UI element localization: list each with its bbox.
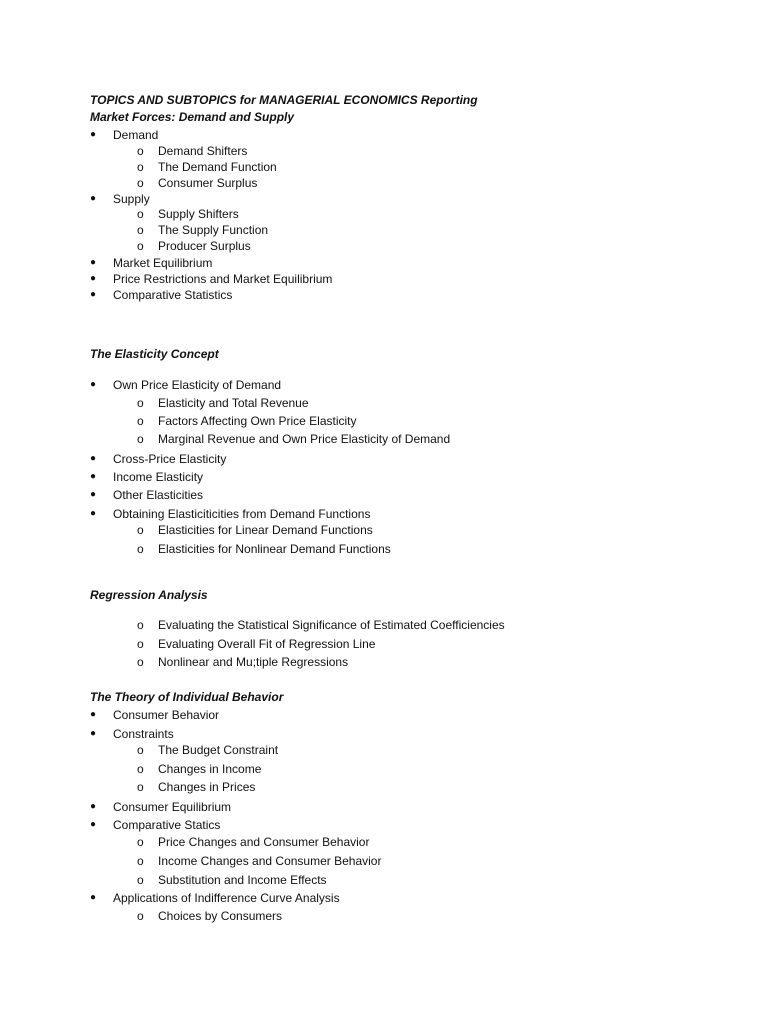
- bullet-icon: ●: [90, 489, 97, 500]
- sub-bullet-icon: o: [137, 909, 144, 923]
- list-item: Cross-Price Elasticity: [113, 452, 227, 466]
- sub-item: Income Changes and Consumer Behavior: [158, 854, 382, 868]
- list-item: Obtaining Elasticiticities from Demand Functions: [113, 507, 371, 521]
- list-item: Income Elasticity: [113, 470, 204, 484]
- list-item: Market Equilibrium: [113, 256, 213, 270]
- list-item: Consumer Behavior: [113, 708, 220, 722]
- bullet-icon: ●: [90, 801, 97, 812]
- sub-item: Price Changes and Consumer Behavior: [158, 835, 370, 849]
- list-item-demand: Demand: [113, 128, 159, 142]
- bullet-icon: ●: [90, 709, 97, 720]
- sub-item: The Budget Constraint: [158, 743, 279, 757]
- bullet-icon: ●: [90, 819, 97, 830]
- sub-bullet-icon: o: [137, 207, 144, 221]
- sub-item: Evaluating Overall Fit of Regression Line: [158, 637, 376, 651]
- bullet-icon: ●: [90, 508, 97, 519]
- bullet-icon: ●: [90, 892, 97, 903]
- sub-item: Demand Shifters: [158, 144, 248, 158]
- sub-item: Substitution and Income Effects: [158, 873, 327, 887]
- sub-bullet-icon: o: [137, 239, 144, 253]
- bullet-icon: ●: [90, 289, 97, 300]
- sub-bullet-icon: o: [137, 160, 144, 174]
- bullet-icon: ●: [90, 129, 97, 140]
- sub-bullet-icon: o: [137, 542, 144, 556]
- sub-bullet-icon: o: [137, 854, 144, 868]
- bullet-icon: ●: [90, 453, 97, 464]
- section-heading-elasticity: The Elasticity Concept: [90, 347, 219, 361]
- sub-bullet-icon: o: [137, 414, 144, 428]
- sub-item: The Demand Function: [158, 160, 277, 174]
- list-item: Own Price Elasticity of Demand: [113, 378, 282, 392]
- sub-bullet-icon: o: [137, 873, 144, 887]
- sub-bullet-icon: o: [137, 618, 144, 632]
- sub-item: Producer Surplus: [158, 239, 251, 253]
- sub-bullet-icon: o: [137, 835, 144, 849]
- sub-bullet-icon: o: [137, 743, 144, 757]
- bullet-icon: ●: [90, 379, 97, 390]
- sub-item: The Supply Function: [158, 223, 269, 237]
- sub-item: Changes in Income: [158, 762, 262, 776]
- bullet-icon: ●: [90, 273, 97, 284]
- list-item: Constraints: [113, 727, 174, 741]
- bullet-icon: ●: [90, 193, 97, 204]
- sub-item: Elasticities for Linear Demand Functions: [158, 523, 373, 537]
- sub-item: Changes in Prices: [158, 780, 256, 794]
- list-item: Other Elasticities: [113, 488, 204, 502]
- bullet-icon: ●: [90, 728, 97, 739]
- sub-bullet-icon: o: [137, 223, 144, 237]
- sub-item: Consumer Surplus: [158, 176, 258, 190]
- sub-item: Choices by Consumers: [158, 909, 283, 923]
- sub-item: Elasticity and Total Revenue: [158, 396, 309, 410]
- bullet-icon: ●: [90, 471, 97, 482]
- document-title: TOPICS AND SUBTOPICS for MANAGERIAL ECONOMICS Reporting: [90, 93, 478, 107]
- sub-item: Elasticities for Nonlinear Demand Functions: [158, 542, 391, 556]
- list-item: Applications of Indifference Curve Analysis: [113, 891, 340, 905]
- sub-item: Evaluating the Statistical Significance of Estimated Coefficiencies: [158, 618, 505, 632]
- section-heading-individual-behavior: The Theory of Individual Behavior: [90, 690, 284, 704]
- sub-bullet-icon: o: [137, 523, 144, 537]
- sub-bullet-icon: o: [137, 432, 144, 446]
- sub-item: Nonlinear and Mu;tiple Regressions: [158, 655, 349, 669]
- list-item: Price Restrictions and Market Equilibrium: [113, 272, 333, 286]
- sub-bullet-icon: o: [137, 396, 144, 410]
- section-heading-market-forces: Market Forces: Demand and Supply: [90, 110, 295, 124]
- sub-bullet-icon: o: [137, 144, 144, 158]
- section-heading-regression: Regression Analysis: [90, 588, 208, 602]
- sub-bullet-icon: o: [137, 762, 144, 776]
- sub-item: Factors Affecting Own Price Elasticity: [158, 414, 357, 428]
- sub-item: Supply Shifters: [158, 207, 239, 221]
- sub-item: Marginal Revenue and Own Price Elasticity of Demand: [158, 432, 451, 446]
- sub-bullet-icon: o: [137, 637, 144, 651]
- sub-bullet-icon: o: [137, 655, 144, 669]
- list-item: Consumer Equilibrium: [113, 800, 232, 814]
- list-item-supply: Supply: [113, 192, 150, 206]
- list-item: Comparative Statistics: [113, 288, 233, 302]
- list-item: Comparative Statics: [113, 818, 221, 832]
- sub-bullet-icon: o: [137, 780, 144, 794]
- bullet-icon: ●: [90, 257, 97, 268]
- sub-bullet-icon: o: [137, 176, 144, 190]
